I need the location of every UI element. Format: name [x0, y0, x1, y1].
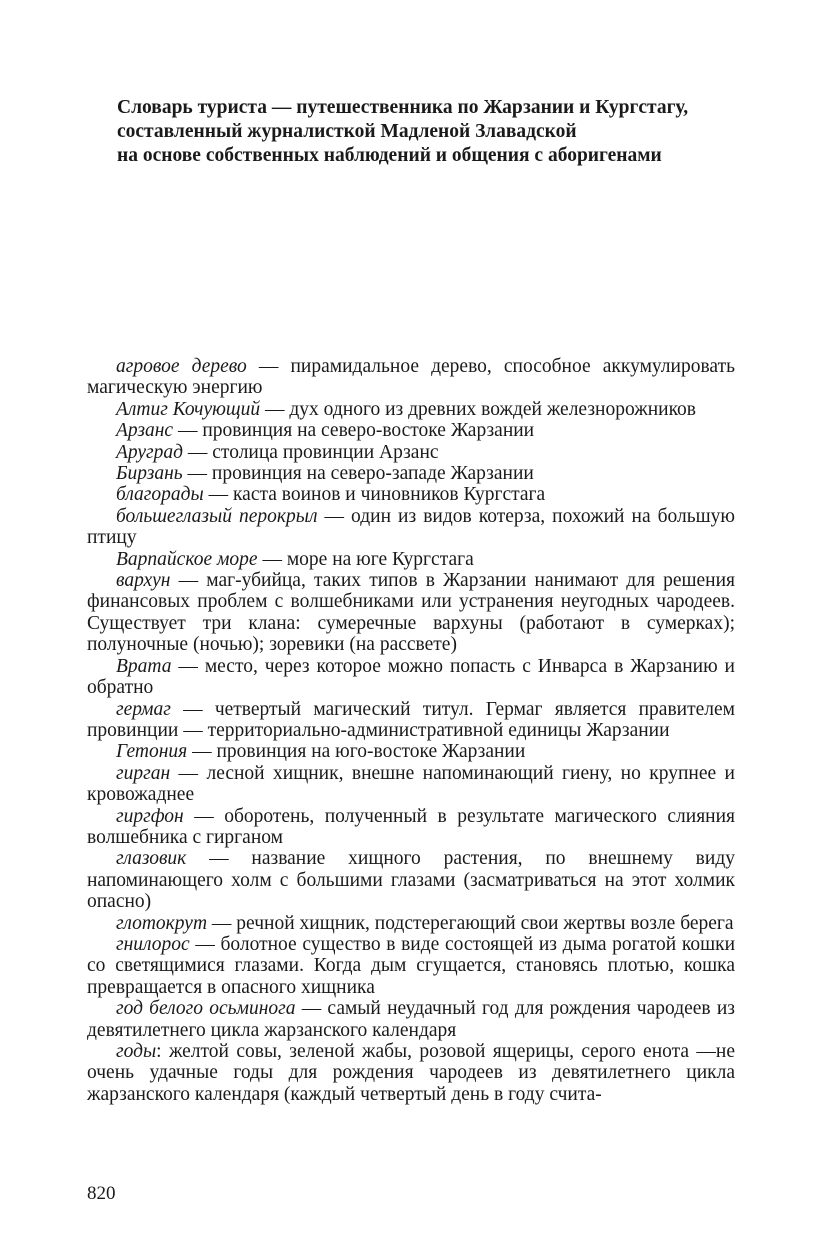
entry-separator: — [170, 762, 207, 784]
entry-term: Бирзань [116, 463, 183, 485]
entry-definition: столица провинции Арзанс [212, 441, 439, 463]
entry-term: Арзанс [116, 420, 174, 442]
glossary-entry [87, 463, 735, 484]
entry-term: агровое дерево [116, 356, 247, 377]
glossary-entry [87, 848, 735, 912]
glossary-entry [87, 399, 735, 420]
entry-term: гиргфон [116, 805, 184, 827]
entry-separator: — [187, 741, 217, 763]
entry-separator: — [170, 570, 207, 592]
glossary-entry [87, 741, 735, 762]
entry-definition: оборотень, полученный в результате магического слияния волшебника с гирганом [87, 805, 736, 848]
entry-separator: — [246, 356, 291, 377]
entry-separator: — [186, 848, 252, 870]
entry-separator: — [183, 441, 213, 463]
entry-separator: — [183, 805, 225, 827]
glossary-entry [87, 506, 735, 549]
entry-separator: — [257, 548, 287, 570]
entry-definition: самый неудачный год для рождения чародеев из девятилетнего цикла жарзанского календаря [87, 998, 735, 1041]
glossary-entry [87, 356, 735, 399]
entry-term: большеглазый перокрыл [116, 505, 318, 527]
entry-term: гирган [116, 762, 171, 784]
glossary-entry [87, 420, 735, 441]
entry-separator: — [182, 463, 212, 485]
glossary-entry [87, 934, 735, 998]
entry-term: Варпайское море [116, 548, 258, 570]
entry-term: Аруград [116, 441, 184, 463]
glossary-entries [87, 356, 735, 1105]
entry-separator: — [189, 933, 221, 955]
entry-definition: каста воинов и чиновников Кургстага [233, 484, 546, 506]
entry-definition: место, через которое можно попасть с Инварса в Жарзанию и обратно [87, 655, 735, 699]
entry-separator: — [203, 484, 233, 506]
entry-term: Врата [116, 655, 172, 677]
entry-definition: желтой совы, зеленой жабы, розовой ящерицы, серого енота —не очень удачные годы для рождения чародеев из девятилетнего цикла жарзанского календаря (каждый четвертый день в году счита- [87, 1041, 735, 1105]
entry-term: годы [116, 1041, 157, 1062]
glossary-entry [87, 656, 735, 699]
entry-term: глотокрут [116, 912, 208, 934]
glossary-entry [87, 699, 735, 742]
entry-definition: провинция на северо-западе Жарзании [211, 463, 534, 485]
glossary-entry [87, 484, 735, 505]
glossary-entry [87, 913, 735, 934]
glossary-entry [87, 806, 735, 849]
glossary-entry [87, 763, 735, 806]
page-number: 820 [87, 1183, 116, 1204]
title-line-2: составленный журналисткой Мадленой Злавадской [117, 121, 577, 142]
entry-term: Алтиг Кочующий [116, 398, 261, 420]
entry-definition: лесной хищник, внешне напоминающий гиену, но крупнее и кровожаднее [87, 762, 735, 806]
title-line-3: на основе собственных наблюдений и общения с аборигенами [117, 145, 662, 166]
entry-separator: — [170, 698, 215, 720]
entry-term: год белого осьминога [116, 998, 296, 1020]
glossary-entry [87, 570, 735, 656]
entry-definition: речной хищник, подстерегающий свои жертвы возле берега [236, 912, 734, 934]
entry-definition: название хищного растения, по внешнему виду напоминающего холм с большими глазами (засматриваться на этот холмик опасно) [87, 848, 735, 913]
entry-definition: провинция на юго-востоке Жарзании [216, 741, 526, 763]
entry-term: гермаг [116, 698, 171, 720]
entry-definition: провинция на северо-востоке Жарзании [202, 420, 535, 442]
glossary-entry [87, 1041, 735, 1105]
entry-separator: — [171, 655, 205, 677]
entry-term: глазовик [116, 848, 187, 870]
entry-definition: пирамидальное дерево, способное аккумулировать магическую энергию [87, 356, 735, 399]
entry-term: Гетония [116, 741, 188, 763]
entry-term: гнилорос [116, 933, 190, 955]
glossary-entry [87, 549, 735, 570]
entry-separator: — [173, 420, 203, 442]
section-title [117, 96, 757, 168]
entry-definition: болотное существо в виде состоящей из дыма рогатой кошки со светящимися глазами. Когда дым сгущается, становясь плотью, кошка превращается в опасного хищника [87, 933, 736, 998]
entry-separator: — [207, 912, 237, 934]
entry-separator: — [260, 398, 290, 420]
entry-term: вархун [116, 570, 171, 592]
entry-separator: : [156, 1041, 169, 1062]
entry-definition: маг-убийца, таких типов в Жарзании нанимают для решения финансовых проблем с волшебниками или устранения неугодных чародеев. Существует три клана: сумеречные вархуны (работают в сумерках); полуночные (ночью); зоревики (на рассвете) [87, 570, 735, 656]
entry-definition: один из видов котерза, похожий на большую птицу [87, 505, 735, 549]
entry-definition: море на юге Кургстага [286, 548, 474, 570]
glossary-entry [87, 442, 735, 463]
glossary-entry [87, 998, 735, 1041]
entry-term: благорады [116, 484, 204, 506]
entry-definition: четвертый магический титул. Гермаг является правителем провинции — территориально-административной единицы Жарзании [87, 698, 736, 741]
entry-definition: дух одного из древних вождей железнорожников [289, 398, 697, 420]
title-line-1: Словарь туриста — путешественника по Жарзании и Кургстагу, [117, 97, 689, 118]
entry-separator: — [295, 998, 328, 1020]
entry-separator: — [317, 505, 352, 527]
